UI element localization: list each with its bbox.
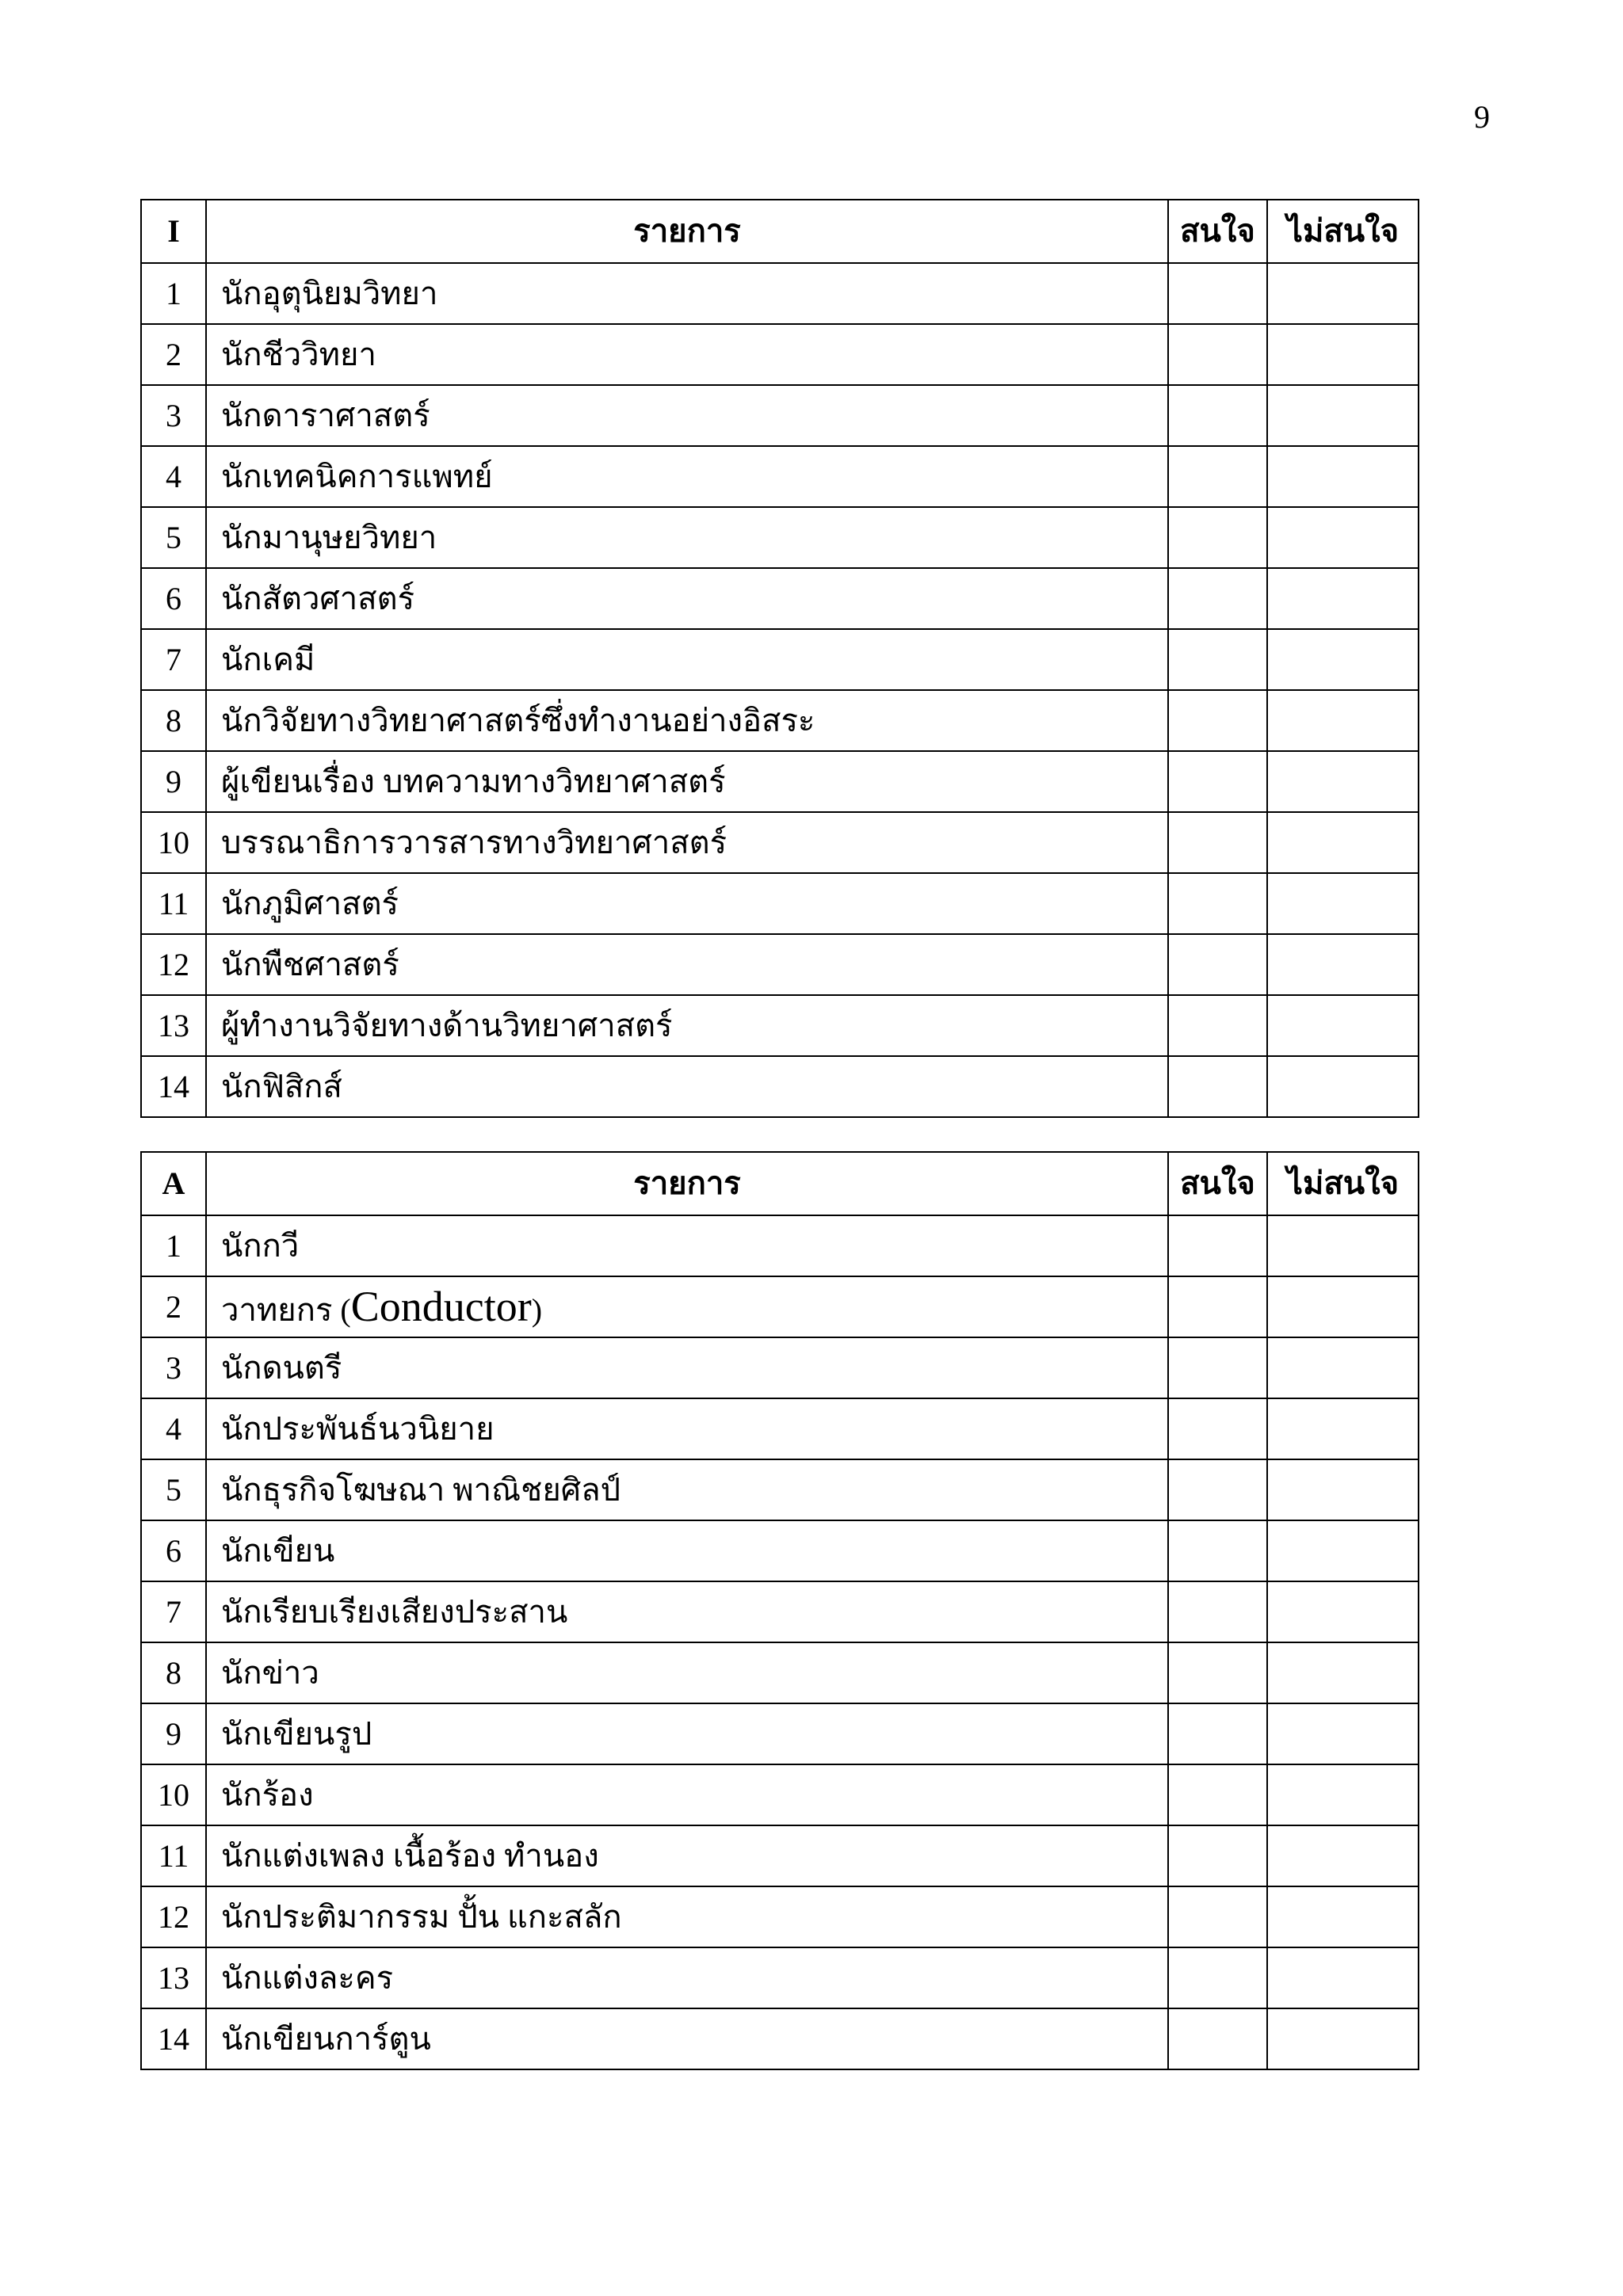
row-number: 3 [141, 385, 206, 446]
interested-checkbox-cell[interactable] [1168, 446, 1267, 507]
section-code: I [141, 200, 206, 263]
row-number: 12 [141, 1886, 206, 1947]
row-item [206, 812, 1168, 873]
row-item [206, 1581, 1168, 1642]
item-text: นักประพันธ์นวนิยาย [221, 1410, 495, 1447]
row-number: 11 [141, 1825, 206, 1886]
not-interested-checkbox-cell[interactable] [1267, 1337, 1419, 1398]
not-interested-checkbox-cell[interactable] [1267, 1764, 1419, 1825]
not-interested-checkbox-cell[interactable] [1267, 690, 1419, 751]
row-item [206, 629, 1168, 690]
table-row [141, 1520, 1419, 1581]
row-number: 1 [141, 263, 206, 324]
not-interested-checkbox-cell[interactable] [1267, 2008, 1419, 2069]
item-text: นักภูมิศาสตร์ [221, 885, 399, 921]
interested-checkbox-cell[interactable] [1168, 1886, 1267, 1947]
row-number: 8 [141, 1642, 206, 1703]
row-number: 13 [141, 995, 206, 1056]
interested-checkbox-cell[interactable] [1168, 1056, 1267, 1117]
not-interested-checkbox-cell[interactable] [1267, 263, 1419, 324]
header-item: รายการ [206, 200, 1168, 263]
not-interested-checkbox-cell[interactable] [1267, 1642, 1419, 1703]
row-item [206, 934, 1168, 995]
interested-checkbox-cell[interactable] [1168, 1459, 1267, 1520]
table-header-row [141, 1152, 1419, 1215]
row-item [206, 1703, 1168, 1764]
row-item [206, 873, 1168, 934]
table-row [141, 751, 1419, 812]
row-number: 9 [141, 1703, 206, 1764]
interested-checkbox-cell[interactable] [1168, 629, 1267, 690]
row-number: 5 [141, 1459, 206, 1520]
item-text: นักเขียน [221, 1532, 335, 1569]
row-item [206, 507, 1168, 568]
table-row [141, 385, 1419, 446]
not-interested-checkbox-cell[interactable] [1267, 385, 1419, 446]
row-item [206, 1337, 1168, 1398]
interested-checkbox-cell[interactable] [1168, 1581, 1267, 1642]
interested-checkbox-cell[interactable] [1168, 324, 1267, 385]
item-text: นักดาราศาสตร์ [221, 397, 430, 433]
table-row [141, 690, 1419, 751]
row-number: 9 [141, 751, 206, 812]
interested-checkbox-cell[interactable] [1168, 1276, 1267, 1337]
not-interested-checkbox-cell[interactable] [1267, 568, 1419, 629]
row-item [206, 1886, 1168, 1947]
item-text: นักฟิสิกส์ [221, 1068, 342, 1104]
interested-checkbox-cell[interactable] [1168, 1825, 1267, 1886]
row-item [206, 1398, 1168, 1459]
table-row [141, 1886, 1419, 1947]
table-row [141, 1276, 1419, 1337]
interest-table-I [140, 199, 1419, 1118]
header-not-interested: ไม่สนใจ [1267, 200, 1419, 263]
table-row [141, 995, 1419, 1056]
item-text: นักกวี [221, 1227, 300, 1264]
header-not-interested: ไม่สนใจ [1267, 1152, 1419, 1215]
not-interested-checkbox-cell[interactable] [1267, 1398, 1419, 1459]
interested-checkbox-cell[interactable] [1168, 1764, 1267, 1825]
row-number: 14 [141, 2008, 206, 2069]
item-text-suffix: ) [531, 1292, 543, 1329]
interest-table-A [140, 1151, 1419, 2070]
not-interested-checkbox-cell[interactable] [1267, 1703, 1419, 1764]
item-text: บรรณาธิการวารสารทางวิทยาศาสตร์ [221, 824, 727, 860]
interested-checkbox-cell[interactable] [1168, 995, 1267, 1056]
row-item [206, 690, 1168, 751]
item-text: นักเขียนการ์ตูน [221, 2020, 431, 2057]
table-row [141, 1581, 1419, 1642]
not-interested-checkbox-cell[interactable] [1267, 1459, 1419, 1520]
not-interested-checkbox-cell[interactable] [1267, 507, 1419, 568]
item-text: นักร้อง [221, 1776, 314, 1813]
not-interested-checkbox-cell[interactable] [1267, 1215, 1419, 1276]
row-number: 12 [141, 934, 206, 995]
row-number: 11 [141, 873, 206, 934]
item-text: นักเทคนิคการแพทย์ [221, 458, 493, 494]
row-item [206, 1276, 1168, 1337]
interested-checkbox-cell[interactable] [1168, 1703, 1267, 1764]
interested-checkbox-cell[interactable] [1168, 385, 1267, 446]
not-interested-checkbox-cell[interactable] [1267, 1276, 1419, 1337]
item-text: นักพืชศาสตร์ [221, 946, 399, 982]
header-item: รายการ [206, 1152, 1168, 1215]
row-number: 7 [141, 629, 206, 690]
row-number: 10 [141, 812, 206, 873]
table-row [141, 934, 1419, 995]
not-interested-checkbox-cell[interactable] [1267, 629, 1419, 690]
item-latin-text: Conductor [350, 1283, 532, 1331]
table-row [141, 873, 1419, 934]
table-row [141, 1825, 1419, 1886]
row-item [206, 2008, 1168, 2069]
not-interested-checkbox-cell[interactable] [1267, 1520, 1419, 1581]
row-item [206, 385, 1168, 446]
row-number: 1 [141, 1215, 206, 1276]
row-item [206, 1764, 1168, 1825]
interested-checkbox-cell[interactable] [1168, 507, 1267, 568]
not-interested-checkbox-cell[interactable] [1267, 1947, 1419, 2008]
not-interested-checkbox-cell[interactable] [1267, 934, 1419, 995]
table-row [141, 1642, 1419, 1703]
row-number: 3 [141, 1337, 206, 1398]
not-interested-checkbox-cell[interactable] [1267, 751, 1419, 812]
table-row [141, 629, 1419, 690]
interested-checkbox-cell[interactable] [1168, 1947, 1267, 2008]
table-header-row [141, 200, 1419, 263]
interested-checkbox-cell[interactable] [1168, 1642, 1267, 1703]
table-row [141, 1947, 1419, 2008]
row-item [206, 995, 1168, 1056]
not-interested-checkbox-cell[interactable] [1267, 995, 1419, 1056]
header-interested: สนใจ [1168, 200, 1267, 263]
interested-checkbox-cell[interactable] [1168, 1215, 1267, 1276]
item-text: นักแต่งละคร [221, 1959, 394, 1996]
item-text: นักดนตรี [221, 1349, 342, 1386]
not-interested-checkbox-cell[interactable] [1267, 873, 1419, 934]
table-row [141, 1703, 1419, 1764]
item-text: ผู้เขียนเรื่อง บทความทางวิทยาศาสตร์ [221, 763, 726, 799]
row-item [206, 1215, 1168, 1276]
interested-checkbox-cell[interactable] [1168, 812, 1267, 873]
row-item [206, 1056, 1168, 1117]
page-number: 9 [1474, 99, 1490, 135]
not-interested-checkbox-cell[interactable] [1267, 324, 1419, 385]
row-item [206, 1520, 1168, 1581]
section-code: A [141, 1152, 206, 1215]
row-item [206, 446, 1168, 507]
interested-checkbox-cell[interactable] [1168, 751, 1267, 812]
table-row [141, 568, 1419, 629]
row-number: 5 [141, 507, 206, 568]
not-interested-checkbox-cell[interactable] [1267, 1886, 1419, 1947]
row-number: 7 [141, 1581, 206, 1642]
row-number: 14 [141, 1056, 206, 1117]
item-text: นักอุตุนิยมวิทยา [221, 275, 438, 311]
table-row [141, 1764, 1419, 1825]
item-text: นักเขียนรูป [221, 1715, 372, 1752]
interested-checkbox-cell[interactable] [1168, 873, 1267, 934]
item-text: นักวิจัยทางวิทยาศาสตร์ซึ่งทำงานอย่างอิสระ [221, 702, 815, 738]
item-text: นักธุรกิจโฆษณา พาณิชยศิลป์ [221, 1471, 621, 1508]
row-number: 6 [141, 1520, 206, 1581]
item-text: ผู้ทำงานวิจัยทางด้านวิทยาศาสตร์ [221, 1007, 673, 1043]
row-number: 8 [141, 690, 206, 751]
item-text: นักแต่งเพลง เนื้อร้อง ทำนอง [221, 1837, 599, 1874]
row-item [206, 1825, 1168, 1886]
item-text: วาทยกร ( [221, 1292, 351, 1329]
row-number: 2 [141, 324, 206, 385]
not-interested-checkbox-cell[interactable] [1267, 446, 1419, 507]
row-number: 4 [141, 1398, 206, 1459]
row-item [206, 751, 1168, 812]
not-interested-checkbox-cell[interactable] [1267, 812, 1419, 873]
table-row [141, 1056, 1419, 1117]
interested-checkbox-cell[interactable] [1168, 2008, 1267, 2069]
item-text: นักเรียบเรียงเสียงประสาน [221, 1593, 568, 1630]
table-row [141, 263, 1419, 324]
interested-checkbox-cell[interactable] [1168, 1337, 1267, 1398]
row-item [206, 1642, 1168, 1703]
table-row [141, 812, 1419, 873]
row-item [206, 263, 1168, 324]
row-item [206, 324, 1168, 385]
interested-checkbox-cell[interactable] [1168, 934, 1267, 995]
header-interested: สนใจ [1168, 1152, 1267, 1215]
item-text: นักชีววิทยา [221, 336, 376, 372]
table-row [141, 1398, 1419, 1459]
item-text: นักเคมี [221, 641, 315, 677]
item-text: นักข่าว [221, 1654, 319, 1691]
row-item [206, 1459, 1168, 1520]
table-row [141, 1337, 1419, 1398]
item-text: นักประติมากรรม ปั้น แกะสลัก [221, 1898, 622, 1935]
row-item [206, 1947, 1168, 2008]
row-item [206, 568, 1168, 629]
table-row [141, 1459, 1419, 1520]
item-text: นักสัตวศาสตร์ [221, 580, 415, 616]
interested-checkbox-cell[interactable] [1168, 1520, 1267, 1581]
row-number: 10 [141, 1764, 206, 1825]
row-number: 6 [141, 568, 206, 629]
not-interested-checkbox-cell[interactable] [1267, 1825, 1419, 1886]
interested-checkbox-cell[interactable] [1168, 690, 1267, 751]
row-number: 4 [141, 446, 206, 507]
interested-checkbox-cell[interactable] [1168, 1398, 1267, 1459]
interested-checkbox-cell[interactable] [1168, 568, 1267, 629]
not-interested-checkbox-cell[interactable] [1267, 1581, 1419, 1642]
table-row [141, 507, 1419, 568]
table-row [141, 446, 1419, 507]
interested-checkbox-cell[interactable] [1168, 263, 1267, 324]
row-number: 13 [141, 1947, 206, 2008]
row-number: 2 [141, 1276, 206, 1337]
not-interested-checkbox-cell[interactable] [1267, 1056, 1419, 1117]
table-row [141, 324, 1419, 385]
table-row [141, 2008, 1419, 2069]
table-row [141, 1215, 1419, 1276]
item-text: นักมานุษยวิทยา [221, 519, 437, 555]
